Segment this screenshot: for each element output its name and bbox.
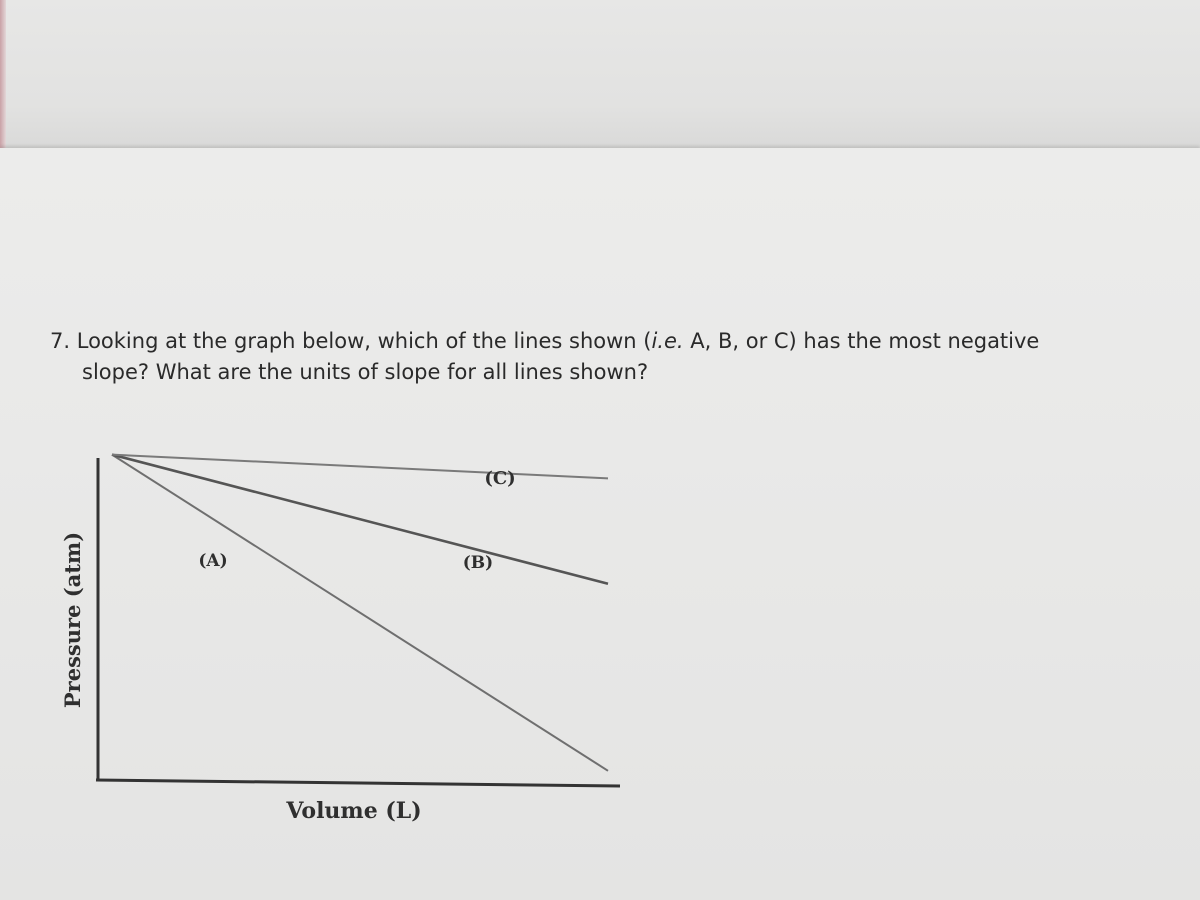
line-a — [112, 455, 608, 771]
question-number: 7. — [50, 329, 71, 353]
x-axis — [96, 780, 620, 786]
series-lines — [112, 455, 608, 771]
line-label-b: (B) — [462, 553, 494, 573]
question-text-part-2: A, B, or C) has the most negative — [683, 329, 1040, 353]
question-line-2: slope? What are the units of slope for all lines shown? — [82, 360, 649, 384]
y-axis-label: Pressure (atm) — [60, 531, 85, 709]
line-label-a: (A) — [198, 551, 228, 571]
question-text-italic: i.e. — [651, 329, 684, 353]
line-label-c: (C) — [484, 468, 516, 489]
question-text-part-1: Looking at the graph below, which of the lines shown ( — [76, 329, 652, 353]
x-axis-label: Volume (L) — [286, 798, 422, 824]
